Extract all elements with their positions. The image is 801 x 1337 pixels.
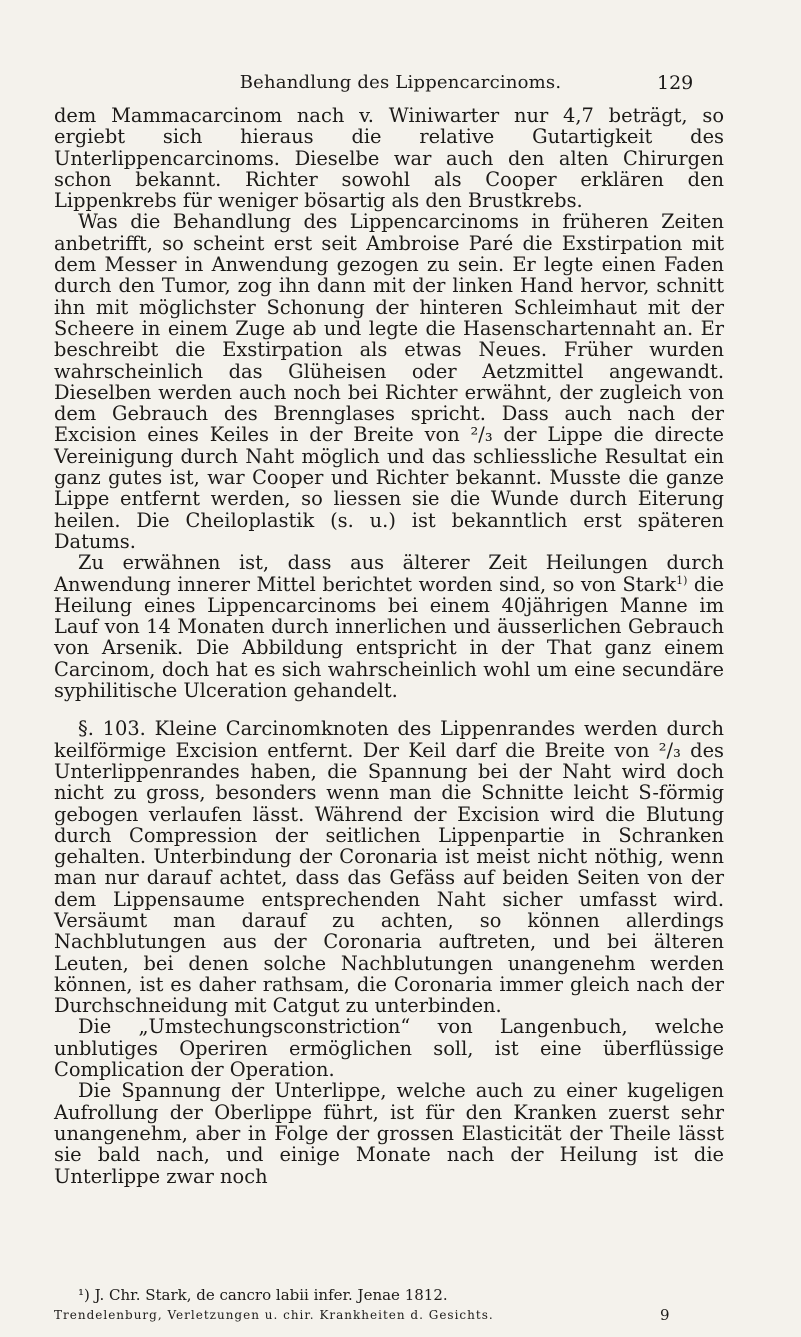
paragraph-3 [54, 552, 724, 701]
footnote-1 [54, 1286, 724, 1304]
signature-number: 9 [660, 1306, 670, 1324]
running-header: Behandlung des Lippencarcinoms. [239, 72, 562, 93]
footnote-text: J. Chr. Stark, de cancro labii infer. Jenae 1812. [94, 1286, 448, 1304]
footnote-area [54, 1286, 724, 1324]
body-text [54, 105, 724, 1187]
page-footer [54, 1306, 724, 1324]
paragraph-1: dem Mammacarcinom nach v. Winiwarter nur 4,7 beträgt, so ergiebt sich hieraus die relative Gutartigkeit des Unterlippencarcinoms. Dieselbe war auch den alten Chirurgen schon bekannt. Richter sowohl als Cooper erklären den Lippenkrebs für weniger bösartig als den Brustkrebs. [54, 104, 724, 213]
page-number: 129 [657, 72, 694, 94]
paragraph-5: Die „Umstechungsconstriction“ von Langenbuch, welche unblutiges Operiren ermöglichen soll, ist eine überflüssige Complication der Operation. [54, 1015, 724, 1082]
section-103: §. 103. Kleine Carcinomknoten des Lippenrandes werden durch keilförmige Excision entfernt. Der Keil darf die Breite von ²/₃ des Unterlippenrandes haben, die Spannung bei der Naht wird doch nicht zu gross, besonders wenn man die Schnitte leicht S-förmig gebogen verlaufen lässt. Während der Excision wird die Blutung durch Compression der seitlichen Lippenpartie in Schranken gehalten. Unterbindung der Coronaria ist meist nicht nöthig, wenn man nur darauf achtet, dass das Gefäss auf beiden Seiten von der dem Lippensaume entsprechenden Naht sicher umfasst wird. Versäumt man darauf zu achten, so können allerdings Nachblutungen aus der Coronaria auftreten, und bei älteren Leuten, bei denen solche Nachblutungen unangenehm werden können, ist es daher rathsam, die Coronaria immer gleich nach der Durchschneidung mit Catgut zu unterbinden. [54, 717, 724, 1018]
footnote-marker: ¹) [78, 1286, 90, 1304]
footnote-reference: 1) [676, 573, 688, 587]
paragraph-3-part-b: die Heilung eines Lippencarcinoms bei einem 40jährigen Manne im Lauf von 14 Monaten durch innerlichen und äusserlichen Gebrauch von Arsenik. Die Abbildung entspricht in der That ganz einem Carcinom, doch hat es sich wahrscheinlich wohl um eine secundäre syphilitische Ulceration gehandelt. [54, 572, 724, 703]
paragraph-3-part-a: Zu erwähnen ist, dass aus älterer Zeit Heilungen durch Anwendung innerer Mittel berichtet worden sind, so von Stark [54, 551, 724, 596]
paragraph-2: Was die Behandlung des Lippencarcinoms in früheren Zeiten anbetrifft, so scheint erst seit Ambroise Paré die Exstirpation mit dem Messer in Anwendung gezogen zu sein. Er legte einen Faden durch den Tumor, zog ihn dann mit der linken Hand hervor, schnitt ihn mit möglichster Schonung der hinteren Schleimhaut mit der Scheere in einem Zuge ab und legte die Hasenschartennaht an. Er beschreibt die Exstirpation als etwas Neues. Früher wurden wahrscheinlich das Glüheisen oder Aetzmittel angewandt. Dieselben werden auch noch bei Richter erwähnt, der zugleich von dem Gebrauch des Brennglases spricht. Dass auch nach der Excision eines Keiles in der Breite von ²/₃ der Lippe die directe Vereinigung durch Naht möglich und das schliessliche Resultat ein ganz gutes ist, war Cooper und Richter bekannt. Musste die ganze Lippe entfernt werden, so liessen sie die Wunde durch Eiterung heilen. Die Cheiloplastik (s. u.) ist bekanntlich erst späteren Datums. [54, 210, 724, 553]
footer-publication: Trendelenburg, Verletzungen u. chir. Krankheiten d. Gesichts. [54, 1308, 494, 1322]
paragraph-6: Die Spannung der Unterlippe, welche auch zu einer kugeligen Aufrollung der Oberlippe führt, ist für den Kranken zuerst sehr unangenehm, aber in Folge der grossen Elasticität der Theile lässt sie bald nach, und einige Monate nach der Heilung ist die Unterlippe zwar noch [54, 1079, 724, 1188]
